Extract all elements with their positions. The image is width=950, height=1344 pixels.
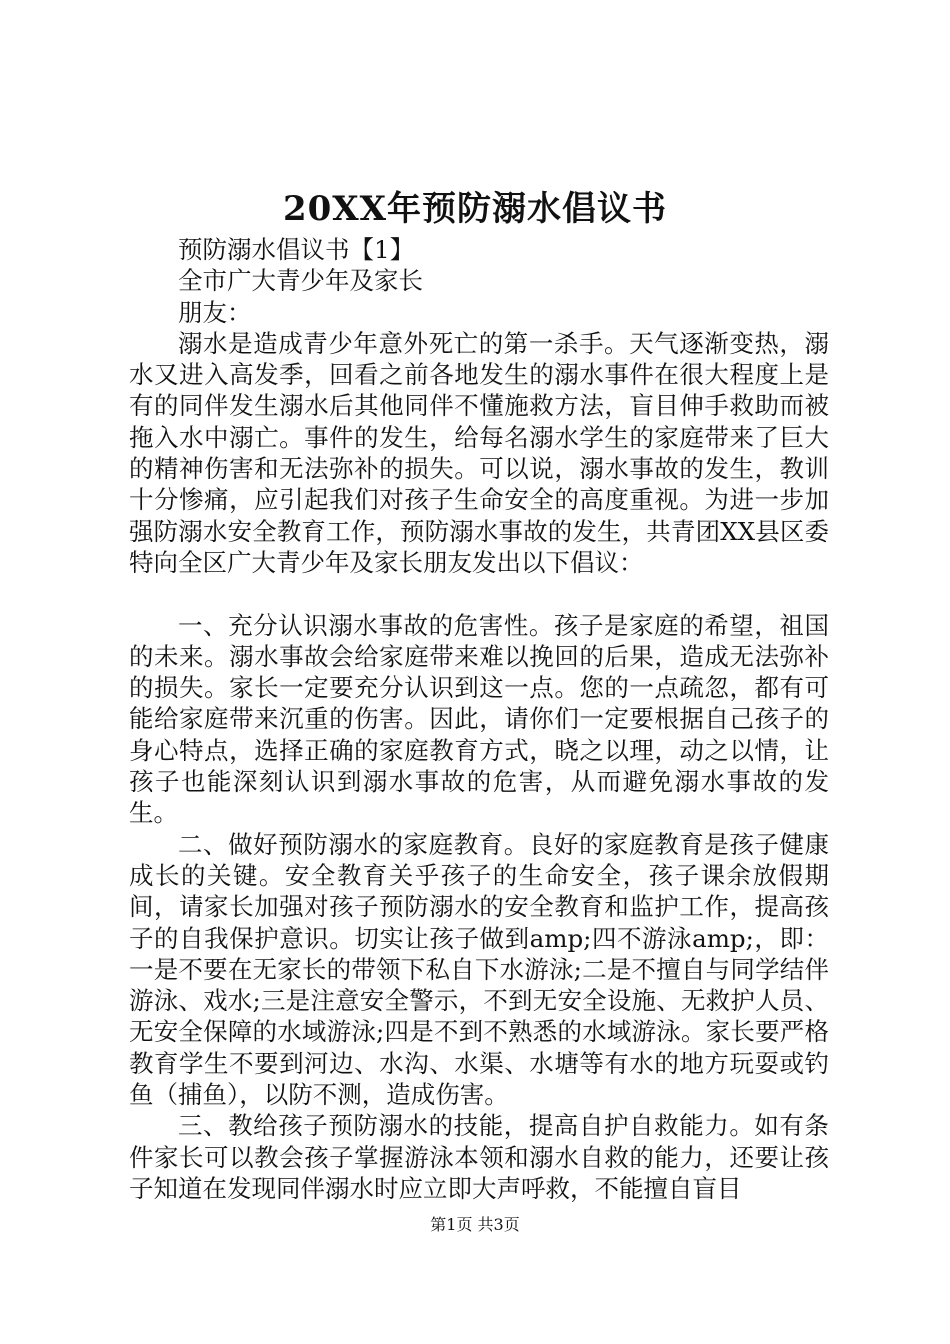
paragraph-blank	[129, 578, 829, 609]
document-body	[129, 234, 829, 1204]
paragraph-addressee: 全市广大青少年及家长	[178, 266, 423, 296]
page-indicator: 第1页 共3页	[430, 1215, 520, 1234]
paragraph-point-1: 一、充分认识溺水事故的危害性。孩子是家庭的希望，祖国的未来。溺水事故会给家庭带来难以挽回的后果，造成无法弥补的损失。家长一定要充分认识到这一点。您的一点疏忽，都有可能给家庭带来沉重的伤害。因此，请你们一定要根据自己孩子的身心特点，选择正确的家庭教育方式，晓之以理，动之以情，让孩子也能深刻认识到溺水事故的危害，从而避免溺水事故的发生。	[129, 610, 829, 828]
paragraph-subtitle: 预防溺水倡议书【1】	[178, 235, 415, 264]
paragraph-salutation: 朋友：	[178, 297, 252, 327]
paragraph-point-3: 三、教给孩子预防溺水的技能，提高自护自救能力。如有条件家长可以教会孩子掌握游泳本领和溺水自救的能力，还要让孩子知道在发现同伴溺水时应立即大声呼救，不能擅自盲目	[129, 1111, 829, 1203]
document-title: 20XX年预防溺水倡议书	[282, 189, 668, 229]
paragraph-point-2: 二、做好预防溺水的家庭教育。良好的家庭教育是孩子健康成长的关键。安全教育关乎孩子的生命安全，孩子课余放假期间，请家长加强对孩子预防溺水的安全教育和监护工作，提高孩子的自我保护意识。切实让孩子做到amp;四不游泳amp;，即：一是不要在无家长的带领下私自下水游泳;二是不擅自与同学结伴游泳、戏水;三是注意安全警示，不到无安全设施、无救护人员、无安全保障的水域游泳;四是不到不熟悉的水域游泳。家长要严格教育学生不要到河边、水沟、水渠、水塘等有水的地方玩耍或钓鱼（捕鱼），以防不测，造成伤害。	[129, 829, 829, 1110]
paragraph-intro: 溺水是造成青少年意外死亡的第一杀手。天气逐渐变热，溺水又进入高发季，回看之前各地发生的溺水事件在很大程度上是有的同伴发生溺水后其他同伴不懂施救方法，盲目伸手救助而被拖入水中溺亡。事件的发生，给每名溺水学生的家庭带来了巨大的精神伤害和无法弥补的损失。可以说，溺水事故的发生，教训十分惨痛，应引起我们对孩子生命安全的高度重视。为进一步加强防溺水安全教育工作，预防溺水事故的发生，共青团XX县区委特向全区广大青少年及家长朋友发出以下倡议：	[129, 328, 829, 577]
